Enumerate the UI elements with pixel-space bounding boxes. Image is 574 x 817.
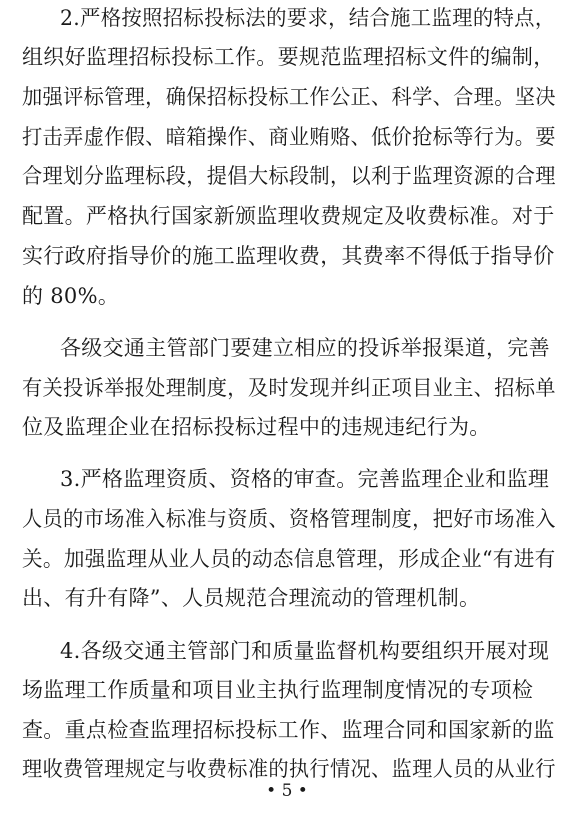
paragraph-2-line-3: 位及监理企业在招标投标过程中的违规违纪行为。	[22, 415, 491, 439]
paragraph-1-line-2: 组织好监理招标投标工作。要规范监理招标文件的编制，	[22, 45, 555, 69]
paragraph-4-line-3: 查。重点检查监理招标投标工作、监理合同和国家新的监	[22, 718, 555, 742]
paragraph-4-line-1: 4.各级交通主管部门和质量监督机构要组织开展对现	[60, 639, 550, 663]
paragraph-3-line-1: 3.严格监理资质、资格的审查。完善监理企业和监理	[60, 467, 550, 491]
paragraph-2-line-1: 各级交通主管部门要建立相应的投诉举报渠道，完善	[60, 336, 550, 360]
paragraph-1-line-6: 配置。严格执行国家新颁监理收费规定及收费标准。对于	[22, 204, 555, 228]
paragraph-3-line-4: 出、有升有降”、人员规范合理流动的管理机制。	[22, 586, 481, 610]
paragraph-3-line-2: 人员的市场准入标准与资质、资格管理制度，把好市场准入	[22, 507, 556, 531]
paragraph-4-line-2: 场监理工作质量和项目业主执行监理制度情况的专项检	[22, 678, 534, 702]
paragraph-4-line-4: 理收费管理规定与收费标准的执行情况、监理人员的从业行	[22, 757, 556, 781]
paragraph-1-line-3: 加强评标管理，确保招标投标工作公正、科学、合理。坚决	[22, 85, 556, 109]
paragraph-1-line-5: 合理划分监理标段，提倡大标段制，以利于监理资源的合理	[22, 164, 556, 188]
paragraph-1-line-7: 实行政府指导价的施工监理收费，其费率不得低于指导价	[22, 244, 555, 268]
paragraph-3-line-3: 关。加强监理从业人员的动态信息管理，形成企业“有进有	[22, 547, 556, 571]
paragraph-1-line-1: 2.严格按照招标投标法的要求，结合施工监理的特点，	[60, 6, 556, 30]
paragraph-2-line-2: 有关投诉举报处理制度，及时发现并纠正项目业主、招标单	[22, 376, 556, 400]
paragraph-1-line-8: 的 80%。	[22, 284, 120, 308]
paragraph-1-line-4: 打击弄虚作假、暗箱操作、商业贿赂、低价抢标等行为。要	[22, 125, 556, 149]
page-number: • 5 •	[266, 781, 308, 801]
